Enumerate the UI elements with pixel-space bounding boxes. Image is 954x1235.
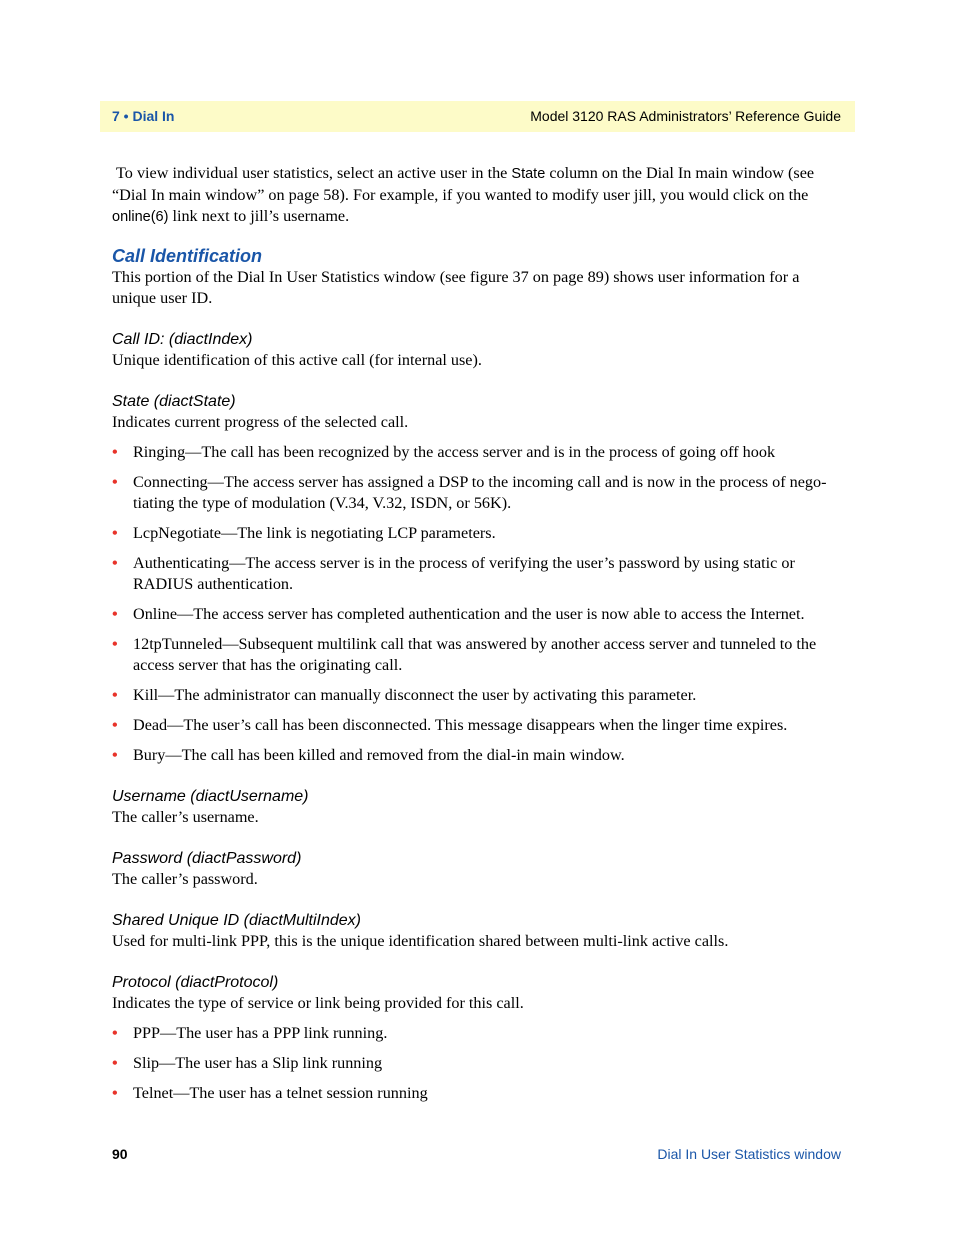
state-column-term: State <box>511 166 546 182</box>
shared-id-text: Used for multi-link PPP, this is the unique identification shared between multi-link active calls. <box>112 932 729 950</box>
list-item: • Connecting—The access server has assigned a DSP to the incoming call and is now in the process of nego-tiating the type of modulation (V.34, V.32, ISDN, or 56K). <box>112 473 827 512</box>
password-heading: Password (diactPassword) <box>112 850 302 867</box>
shared-id-heading: Shared Unique ID (diactMultiIndex) <box>112 912 362 929</box>
bullet-icon: • <box>112 746 118 764</box>
username-text: The caller’s username. <box>112 808 259 826</box>
list-item: • Kill—The administrator can manually disconnect the user by activating this parameter. <box>112 686 697 704</box>
bullet-icon: • <box>112 686 118 704</box>
intro-paragraph <box>112 163 842 228</box>
list-item: • Ringing—The call has been recognized by the access server and is in the process of going off hook <box>112 443 776 461</box>
bullet-icon: • <box>112 716 118 734</box>
intro-text-1: To view individual user statistics, select an active user in the <box>116 164 512 182</box>
intro-text-2: column on the Dial In main window (see “Dial In main window” on page 58). For example, if you wanted to modify user jill, you would click on the <box>112 164 815 204</box>
list-item: • 12tpTunneled—Subsequent multilink call that was answered by another access server and tunneled to the access server that has the originating call. <box>112 635 817 674</box>
footer-section-title: Dial In User Statistics window <box>657 1146 841 1162</box>
bullet-icon: • <box>112 1024 118 1042</box>
list-item: • LcpNegotiate—The link is negotiating LCP parameters. <box>112 524 496 542</box>
bullet-icon: • <box>112 473 118 491</box>
bullet-icon: • <box>112 524 118 542</box>
section-text: This portion of the Dial In User Statistics window (see figure 37 on page 89) shows user information for a unique user ID. <box>112 268 800 307</box>
list-item: • Telnet—The user has a telnet session running <box>112 1084 428 1102</box>
state-bullet-list <box>112 442 842 766</box>
intro-text-3: link next to jill’s username. <box>168 207 350 225</box>
online-link-term: online(6) <box>112 209 169 225</box>
bullet-icon: • <box>112 554 118 572</box>
protocol-bullet-list <box>112 1023 842 1104</box>
protocol-heading: Protocol (diactProtocol) <box>112 974 279 991</box>
list-item: • PPP—The user has a PPP link running. <box>112 1024 388 1042</box>
guide-title: Model 3120 RAS Administrators’ Reference Guide <box>530 108 841 124</box>
password-text: The caller’s password. <box>112 870 258 888</box>
section-heading: Call Identification <box>112 246 263 266</box>
page-number: 90 <box>112 1146 128 1162</box>
list-item: • Dead—The user’s call has been disconnected. This message disappears when the linger time expires. <box>112 716 788 734</box>
bullet-icon: • <box>112 1084 118 1102</box>
bullet-icon: • <box>112 635 118 653</box>
state-heading: State (diactState) <box>112 393 236 410</box>
call-id-heading: Call ID: (diactIndex) <box>112 331 253 348</box>
list-item: • Online—The access server has completed authentication and the user is now able to access the Internet. <box>112 605 805 623</box>
list-item: • Slip—The user has a Slip link running <box>112 1054 383 1072</box>
state-text: Indicates current progress of the selected call. <box>112 413 409 431</box>
chapter-label: 7 • Dial In <box>112 108 175 124</box>
bullet-icon: • <box>112 605 118 623</box>
page-content <box>112 163 842 1104</box>
call-id-text: Unique identification of this active call (for internal use). <box>112 351 482 369</box>
list-item: • Bury—The call has been killed and removed from the dial-in main window. <box>112 746 625 764</box>
protocol-text: Indicates the type of service or link being provided for this call. <box>112 994 524 1012</box>
bullet-icon: • <box>112 443 118 461</box>
bullet-icon: • <box>112 1054 118 1072</box>
list-item: • Authenticating—The access server is in the process of verifying the user’s password by using static or RADIUS authentication. <box>112 554 795 593</box>
username-heading: Username (diactUsername) <box>112 788 309 805</box>
